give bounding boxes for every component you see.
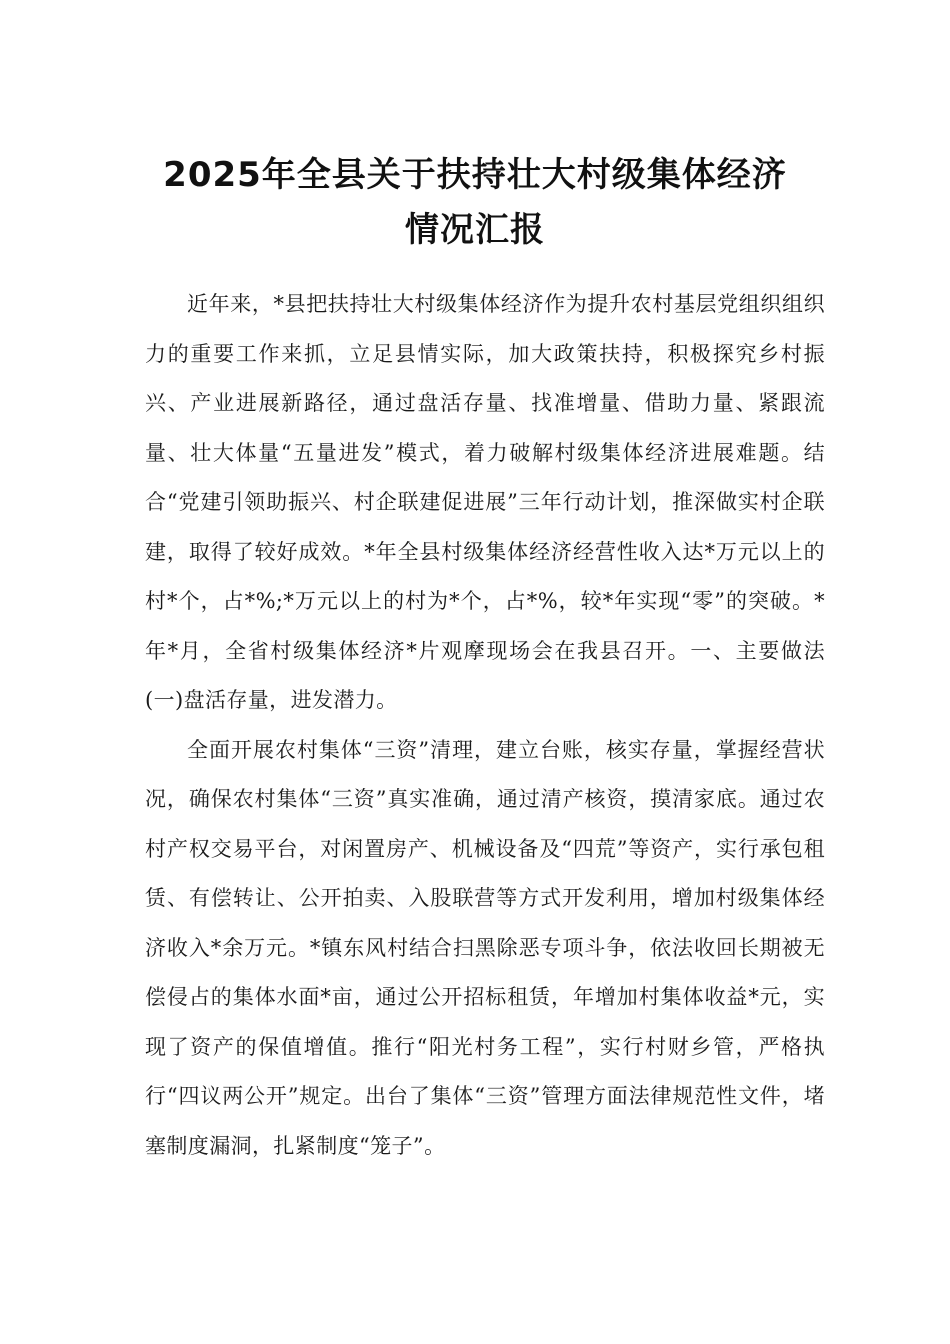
title-line-2: 情况汇报 bbox=[405, 209, 545, 250]
paragraph-intro: 近年来，*县把扶持壮大村级集体经济作为提升农村基层党组织组织力的重要工作来抓，立足县情实际，加大政策扶持，积极探究乡村振兴、产业进展新路径，通过盘活存量、找准增量、借助力量、紧跟流量、壮大体量“五量进发”模式，着力破解村级集体经济进展难题。结合“党建引领助振兴、村企联建促进展”三年行动计划，推深做实村企联建，取得了较好成效。*年全县村级集体经济经营性收入达*万元以上的村*个，占*%;*万元以上的村为*个，占*%，较*年实现“零”的突破。*年*月，全省村级集体经济*片观摩现场会在我县召开。一、主要做法 (一)盘活存量，进发潜力。 bbox=[145, 292, 868, 712]
document-body bbox=[145, 280, 868, 1171]
paragraph-assets: 全面开展农村集体“三资”清理，建立台账，核实存量，掌握经营状况，确保农村集体“三资”真实准确，通过清产核资，摸清家底。通过农村产权交易平台，对闲置房产、机械设备及“四荒”等资产，实行承包租赁、有偿转让、公开拍卖、入股联营等方式开发利用，增加村级集体经济收入*余万元。*镇东风村结合扫黑除恶专项斗争，依法收回长期被无偿侵占的集体水面*亩，通过公开招标租赁，年增加村集体收益*元，实现了资产的保值增值。推行“阳光村务工程”，实行村财乡管，严格执行“四议两公开”规定。出台了集体“三资”管理方面法律规范性文件，堵塞制度漏洞，扎紧制度“笼子”。 bbox=[145, 737, 825, 1158]
title-line-1: 2025年全县关于扶持壮大村级集体经济 bbox=[163, 154, 787, 195]
document-title bbox=[100, 148, 850, 258]
